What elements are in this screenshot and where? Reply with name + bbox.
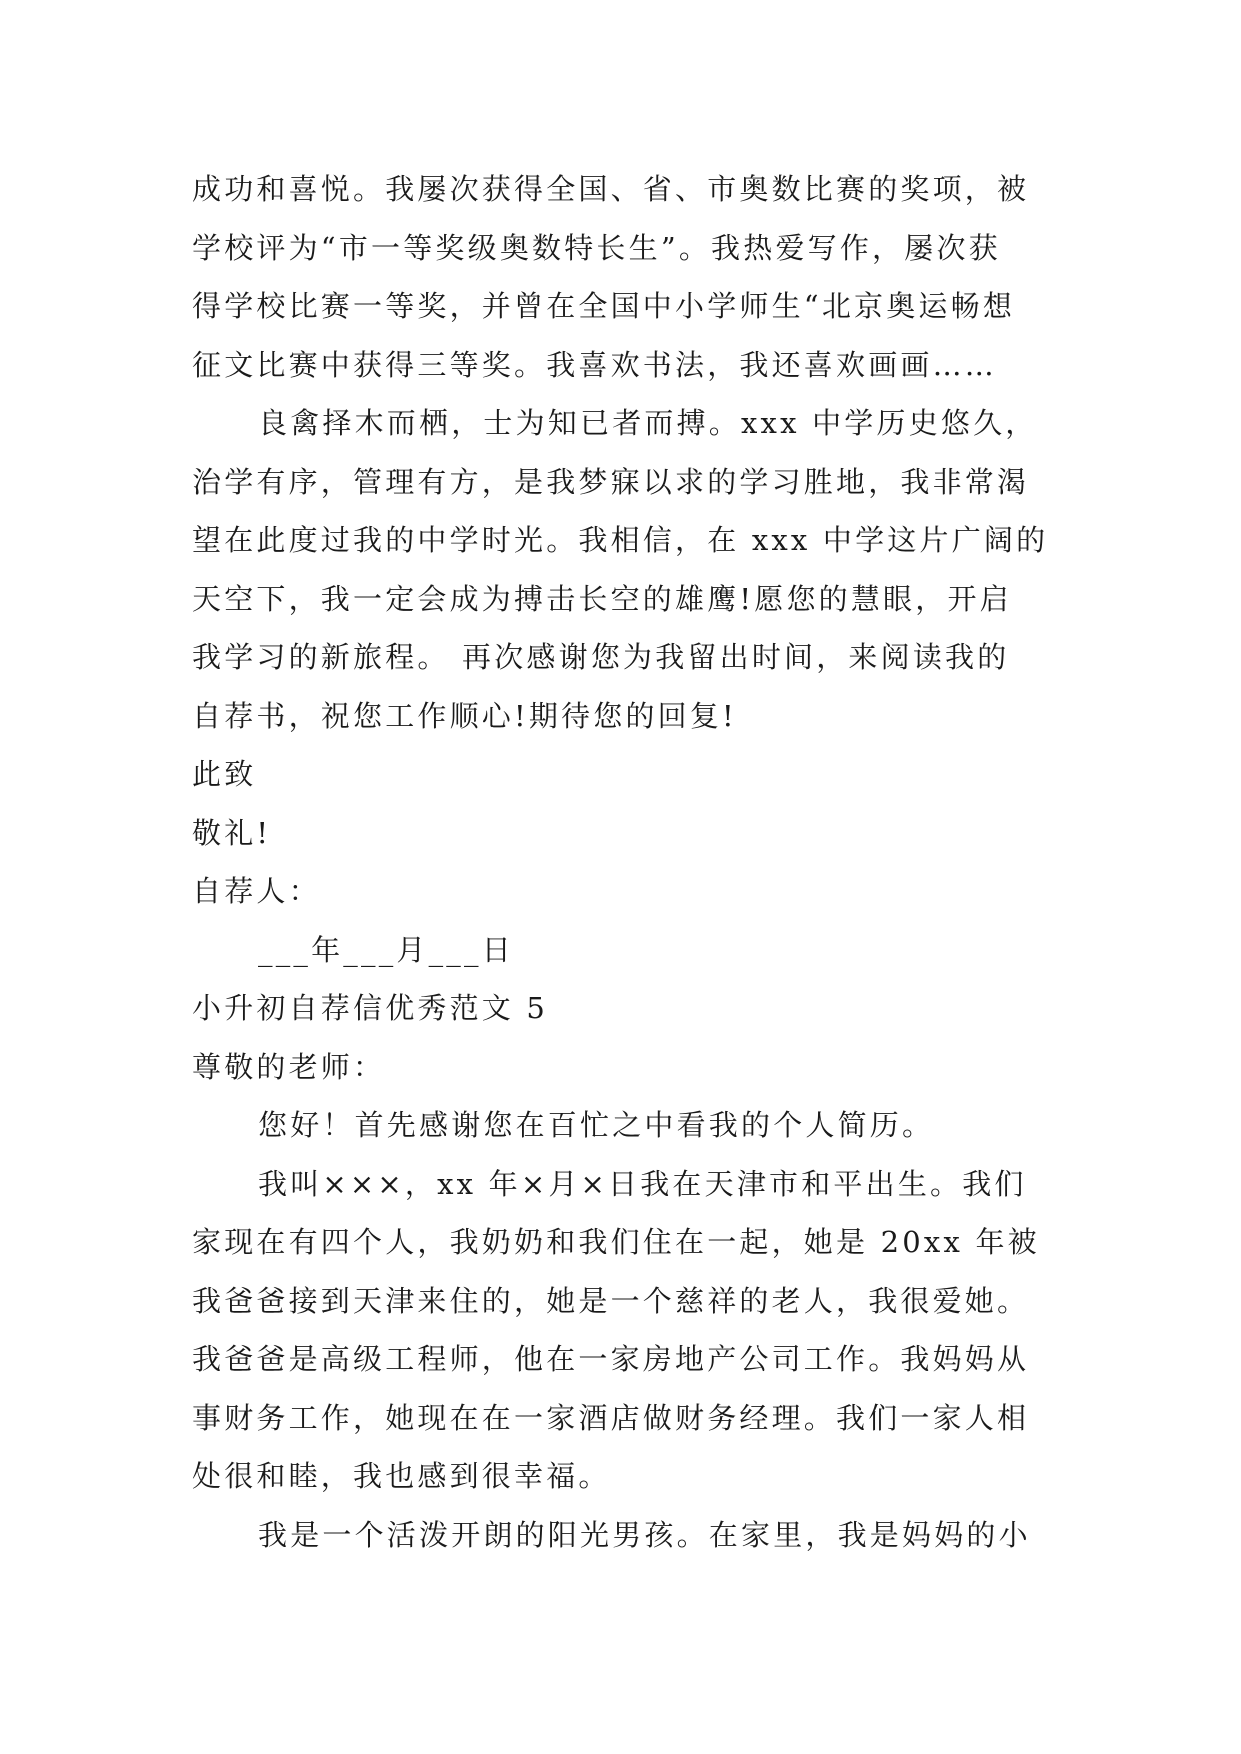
letter-greeting: 尊敬的老师： <box>192 1049 386 1084</box>
section-title: 小升初自荐信优秀范文 5 <box>192 991 549 1025</box>
text-line: 天空下，我一定会成为搏击长空的雄鹰!愿您的慧眼，开启 <box>192 581 1012 616</box>
closing-regards: 敬礼! <box>192 815 272 850</box>
text-line: 得学校比赛一等奖，并曾在全国中小学师生“北京奥运畅想 <box>192 289 1016 323</box>
text-line: 我叫×××，xx 年×月×日我在天津市和平出生。我们 <box>258 1166 1027 1201</box>
text-line: 我是一个活泼开朗的阳光男孩。在家里，我是妈妈的小 <box>258 1517 1031 1552</box>
text-line: 我学习的新旅程。 再次感谢您为我留出时间，来阅读我的 <box>192 640 1010 674</box>
text-line: 我爸爸接到天津来住的，她是一个慈祥的老人，我很爱她。 <box>192 1283 1030 1318</box>
text-line: 学校评为“市一等奖级奥数特长生”。我热爱写作，屡次获 <box>192 230 1001 265</box>
text-line: 良禽择木而栖，士为知已者而搏。xxx 中学历史悠久， <box>258 406 1038 440</box>
text-line: 成功和喜悦。我屡次获得全国、省、市奥数比赛的奖项，被 <box>192 172 1030 206</box>
date-line: ___年___月___日 <box>258 932 514 967</box>
text-line: 处很和睦，我也感到很幸福。 <box>192 1459 611 1493</box>
text-line: 征文比赛中获得三等奖。我喜欢书法，我还喜欢画画…… <box>192 347 998 382</box>
text-line: 我爸爸是高级工程师，他在一家房地产公司工作。我妈妈从 <box>192 1342 1030 1376</box>
text-line: 事财务工作，她现在在一家酒店做财务经理。我们一家人相 <box>192 1400 1030 1435</box>
text-line: 治学有序，管理有方，是我梦寐以求的学习胜地，我非常渴 <box>192 464 1030 499</box>
text-line: 家现在有四个人，我奶奶和我们住在一起，她是 20xx 年被 <box>192 1225 1040 1259</box>
text-line: 您好！首先感谢您在百忙之中看我的个人简历。 <box>258 1108 935 1142</box>
document-body <box>192 160 1072 1564</box>
text-line: 望在此度过我的中学时光。我相信，在 xxx 中学这片广阔的 <box>192 523 1049 557</box>
text-line: 自荐书，祝您工作顺心!期待您的回复! <box>192 698 737 733</box>
closing-salutation: 此致 <box>192 757 257 791</box>
signature-label: 自荐人： <box>192 874 321 908</box>
